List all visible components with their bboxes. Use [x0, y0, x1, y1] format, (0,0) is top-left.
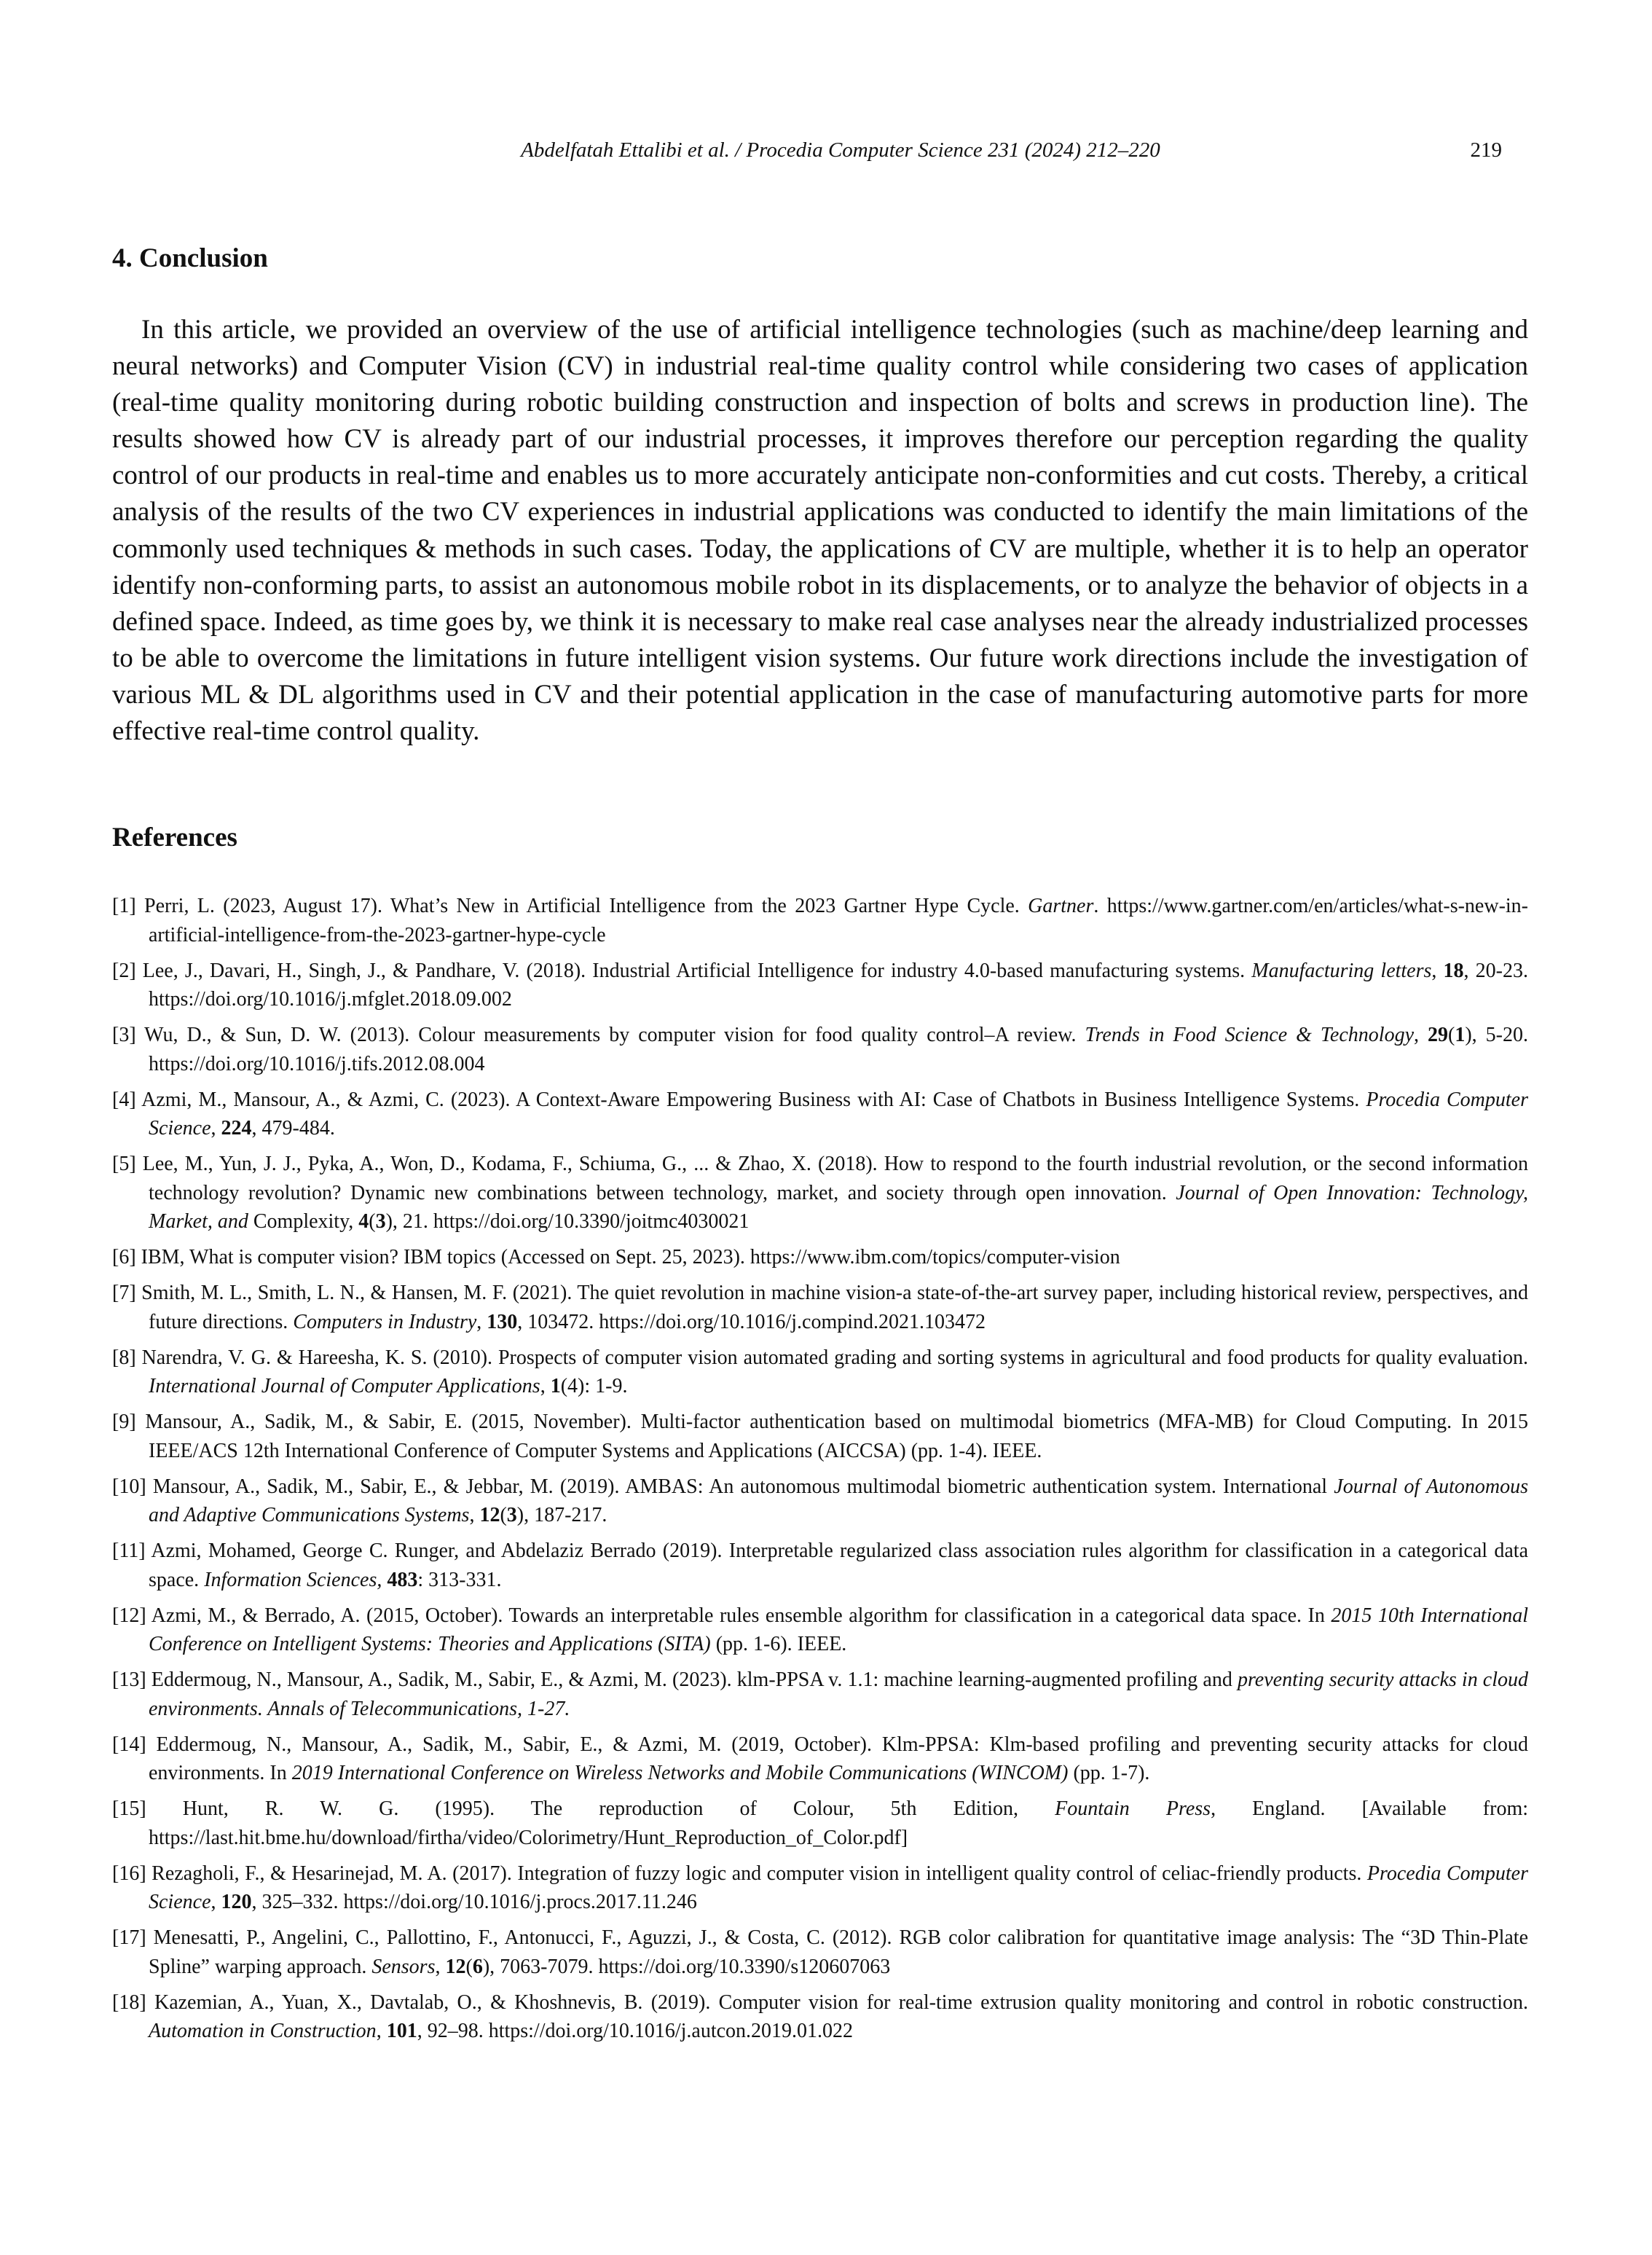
- reference-bold-run: 224: [221, 1117, 252, 1140]
- reference-item: [112, 1795, 1528, 1852]
- reference-bold-run: 1: [1455, 1024, 1466, 1046]
- reference-italic-run: preventing security attacks in cloud environments. Annals of Telecommunications, 1-27.: [149, 1668, 1529, 1720]
- reference-text-run: [13] Eddermoug, N., Mansour, A., Sadik, M., Sabir, E., & Azmi, M. (2023). klm-PPSA v. 1.1: machine learning-augmented profiling and: [112, 1668, 1238, 1691]
- reference-item: [112, 1472, 1528, 1530]
- reference-item: [112, 1988, 1528, 2046]
- reference-text-run: , 92–98. https://doi.org/10.1016/j.autcon.2019.01.022: [417, 2020, 854, 2042]
- reference-text-run: [9] Mansour, A., Sadik, M., & Sabir, E. (2015, November). Multi-factor authentication based on multimodal biometrics (MFA-MB) for Cloud Computing. In 2015 IEEE/ACS 12th International Conference of Computer Systems and Applications (AICCSA) (pp. 1-4). IEEE.: [112, 1411, 1528, 1462]
- reference-bold-run: 18: [1443, 959, 1464, 982]
- reference-text-run: Complexity,: [248, 1210, 359, 1233]
- reference-text-run: , 20-23. https://doi.org/10.1016/j.mfglet.2018.09.002: [149, 959, 1528, 1011]
- reference-bold-run: 483: [387, 1568, 418, 1591]
- reference-text-run: (: [369, 1210, 376, 1233]
- reference-bold-run: 4: [358, 1210, 369, 1233]
- reference-bold-run: 120: [221, 1891, 252, 1913]
- page-number: 219: [1470, 138, 1502, 162]
- reference-italic-run: Journal of Autonomous and Adaptive Communications Systems: [149, 1475, 1528, 1526]
- reference-text-run: ,: [435, 1955, 446, 1978]
- conclusion-heading: 4. Conclusion: [112, 243, 268, 273]
- reference-bold-run: 29: [1428, 1024, 1449, 1046]
- reference-text-run: (: [1448, 1024, 1455, 1046]
- reference-italic-run: Trends in Food Science & Technology: [1085, 1024, 1414, 1046]
- reference-bold-run: 130: [487, 1310, 518, 1333]
- reference-text-run: ,: [211, 1117, 221, 1140]
- reference-item: [112, 1923, 1528, 1981]
- reference-bold-run: 3: [506, 1504, 517, 1526]
- reference-item: [112, 1021, 1528, 1078]
- reference-text-run: ,: [540, 1375, 551, 1397]
- reference-item: [112, 892, 1528, 949]
- reference-text-run: [12] Azmi, M., & Berrado, A. (2015, October). Towards an interpretable rules ensemble algorithm for classification in a categorical data space. In: [112, 1604, 1332, 1627]
- reference-list: [112, 892, 1528, 2052]
- reference-text-run: [2] Lee, J., Davari, H., Singh, J., & Pandhare, V. (2018). Industrial Artificial Intelligence for industry 4.0-based manufacturing systems.: [112, 959, 1252, 982]
- reference-text-run: : 313-331.: [417, 1568, 502, 1591]
- reference-text-run: (4): 1-9.: [560, 1375, 628, 1397]
- reference-text-run: ,: [211, 1891, 221, 1913]
- reference-item: [112, 1086, 1528, 1143]
- reference-bold-run: 1: [550, 1375, 561, 1397]
- reference-text-run: ), 5-20. https://doi.org/10.1016/j.tifs.2012.08.004: [149, 1024, 1528, 1075]
- reference-text-run: [15] Hunt, R. W. G. (1995). The reproduction of Colour, 5th Edition,: [112, 1797, 1055, 1820]
- reference-item: [112, 1344, 1528, 1401]
- reference-text-run: [10] Mansour, A., Sadik, M., Sabir, E., & Jebbar, M. (2019). AMBAS: An autonomous multimodal biometric authentication system. International: [112, 1475, 1334, 1498]
- reference-italic-run: Journal of Open Innovation: Technology, Market, and: [149, 1181, 1528, 1233]
- reference-italic-run: International Journal of Computer Applications: [149, 1375, 540, 1397]
- reference-text-run: [18] Kazemian, A., Yuan, X., Davtalab, O., & Khoshnevis, B. (2019). Computer vision for real-time extrusion quality monitoring and control in robotic construction.: [112, 1991, 1528, 2014]
- reference-italic-run: 2019 International Conference on Wireless Networks and Mobile Communications (WINCOM): [291, 1762, 1069, 1784]
- reference-item: [112, 1666, 1528, 1723]
- reference-text-run: [16] Rezagholi, F., & Hesarinejad, M. A. (2017). Integration of fuzzy logic and computer vision in intelligent quality control of celiac-friendly products.: [112, 1862, 1367, 1885]
- reference-item: [112, 1408, 1528, 1465]
- reference-bold-run: 101: [386, 2020, 417, 2042]
- reference-text-run: , 325–332. https://doi.org/10.1016/j.procs.2017.11.246: [251, 1891, 697, 1913]
- reference-italic-run: Computers in Industry: [293, 1310, 477, 1333]
- reference-text-run: (pp. 1-7).: [1068, 1762, 1150, 1784]
- reference-italic-run: Fountain Press: [1055, 1797, 1211, 1820]
- reference-item: [112, 1279, 1528, 1336]
- reference-item: [112, 1537, 1528, 1594]
- reference-text-run: . https://www.gartner.com/en/articles/what-s-new-in-artificial-intelligence-from-the-2023-gartner-hype-cycle: [149, 895, 1528, 946]
- reference-bold-run: 3: [375, 1210, 386, 1233]
- reference-item: [112, 1601, 1528, 1659]
- reference-text-run: (pp. 1-6). IEEE.: [710, 1633, 847, 1655]
- reference-text-run: (: [500, 1504, 507, 1526]
- reference-text-run: [14] Eddermoug, N., Mansour, A., Sadik, M., Sabir, E., & Azmi, M. (2019, October). Klm-PPSA: Klm-based profiling and preventing security attacks for cloud environments. In: [112, 1733, 1528, 1784]
- reference-text-run: ), 187-217.: [516, 1504, 607, 1526]
- reference-italic-run: 2015 10th International Conference on Intelligent Systems: Theories and Applications (SITA): [149, 1604, 1529, 1655]
- reference-italic-run: Manufacturing letters: [1251, 959, 1432, 982]
- reference-bold-run: 12: [445, 1955, 466, 1978]
- reference-bold-run: 12: [479, 1504, 500, 1526]
- reference-item: [112, 1150, 1528, 1236]
- running-title: Abdelfatah Ettalibi et al. / Procedia Computer Science 231 (2024) 212–220: [521, 138, 1160, 162]
- reference-text-run: ,: [1431, 959, 1444, 982]
- reference-text-run: (: [465, 1955, 473, 1978]
- reference-italic-run: Information Sciences,: [204, 1568, 382, 1591]
- reference-item: [112, 1730, 1528, 1788]
- reference-text-run: [7] Smith, M. L., Smith, L. N., & Hansen, M. F. (2021). The quiet revolution in machine vision-a state-of-the-art survey paper, including historical review, perspectives, and future directions.: [112, 1282, 1528, 1333]
- reference-text-run: ), 7063-7079. https://doi.org/10.3390/s120607063: [482, 1955, 891, 1978]
- reference-italic-run: Gartner: [1028, 895, 1094, 917]
- reference-text-run: [6] IBM, What is computer vision? IBM topics (Accessed on Sept. 25, 2023). https://www.ibm.com/topics/computer-vision: [112, 1246, 1120, 1268]
- reference-item: [112, 1859, 1528, 1917]
- reference-text-run: [8] Narendra, V. G. & Hareesha, K. S. (2010). Prospects of computer vision automated grading and sorting systems in agricultural and food products for quality evaluation.: [112, 1346, 1528, 1369]
- reference-italic-run: Sensors: [371, 1955, 436, 1978]
- reference-text-run: [4] Azmi, M., Mansour, A., & Azmi, C. (2023). A Context-Aware Empowering Business with AI: Case of Chatbots in Business Intelligence Systems.: [112, 1088, 1366, 1111]
- reference-text-run: , 103472. https://doi.org/10.1016/j.compind.2021.103472: [517, 1310, 986, 1333]
- reference-text-run: ,: [1414, 1024, 1428, 1046]
- reference-text-run: ,: [476, 1310, 487, 1333]
- reference-item: [112, 1243, 1528, 1272]
- reference-text-run: [1] Perri, L. (2023, August 17). What’s New in Artificial Intelligence from the 2023 Gartner Hype Cycle.: [112, 895, 1028, 917]
- reference-italic-run: Procedia Computer Science: [149, 1088, 1528, 1140]
- references-heading: References: [112, 823, 237, 852]
- reference-text-run: ,: [376, 2020, 387, 2042]
- reference-text-run: , 479-484.: [251, 1117, 335, 1140]
- reference-text-run: ), 21. https://doi.org/10.3390/joitmc4030021: [385, 1210, 750, 1233]
- reference-italic-run: Automation in Construction: [149, 2020, 377, 2042]
- reference-text-run: , England. [Available from: https://last.hit.bme.hu/download/firtha/video/Colorimetry/Hunt_Reproduction_of_Color.pdf]: [149, 1797, 1529, 1849]
- reference-item: [112, 957, 1528, 1014]
- reference-text-run: ,: [469, 1504, 480, 1526]
- reference-text-run: [11] Azmi, Mohamed, George C. Runger, and Abdelaziz Berrado (2019). Interpretable regularized class association rules algorithm for classification in a categorical data space.: [112, 1540, 1528, 1591]
- reference-text-run: [17] Menesatti, P., Angelini, C., Pallottino, F., Antonucci, F., Aguzzi, J., & Costa, C. (2012). RGB color calibration for quantitative image analysis: The “3D Thin-Plate Spline” warping approach.: [112, 1926, 1528, 1978]
- reference-italic-run: Procedia Computer Science: [149, 1862, 1528, 1913]
- reference-text-run: [3] Wu, D., & Sun, D. W. (2013). Colour measurements by computer vision for food quality control–A review.: [112, 1024, 1085, 1046]
- conclusion-paragraph: In this article, we provided an overview of the use of artificial intelligence technologies (such as machine/deep learning and neural networks) and Computer Vision (CV) in industrial real-time quality control while considering two cases of application (real-time quality monitoring during robotic building construction and inspection of bolts and screws in production line). The results showed how CV is already part of our industrial processes, it improves therefore our perception regarding the quality control of our products in real-time and enables us to more accurately anticipate non-conformities and cut costs. Thereby, a critical analysis of the results of the two CV experiences in industrial applications was conducted to identify the main limitations of the commonly used techniques & methods in such cases. Today, the applications of CV are multiple, whether it is to help an operator identify non-conforming parts, to assist an autonomous mobile robot in its displacements, or to analyze the behavior of objects in a defined space. Indeed, as time goes by, we think it is necessary to make real case analyses near the already industrialized processes to be able to overcome the limitations in future intelligent vision systems. Our future work directions include the investigation of various ML & DL algorithms used in CV and their potential application in the case of manufacturing automotive parts for more effective real-time control quality.: [112, 315, 1528, 747]
- reference-bold-run: 6: [472, 1955, 483, 1978]
- reference-text-run: [5] Lee, M., Yun, J. J., Pyka, A., Won, D., Kodama, F., Schiuma, G., ... & Zhao, X. (2018). How to respond to the fourth industrial revolution, or the second information technology revolution? Dynamic new combinations between technology, market, and society through open innovation.: [112, 1153, 1528, 1204]
